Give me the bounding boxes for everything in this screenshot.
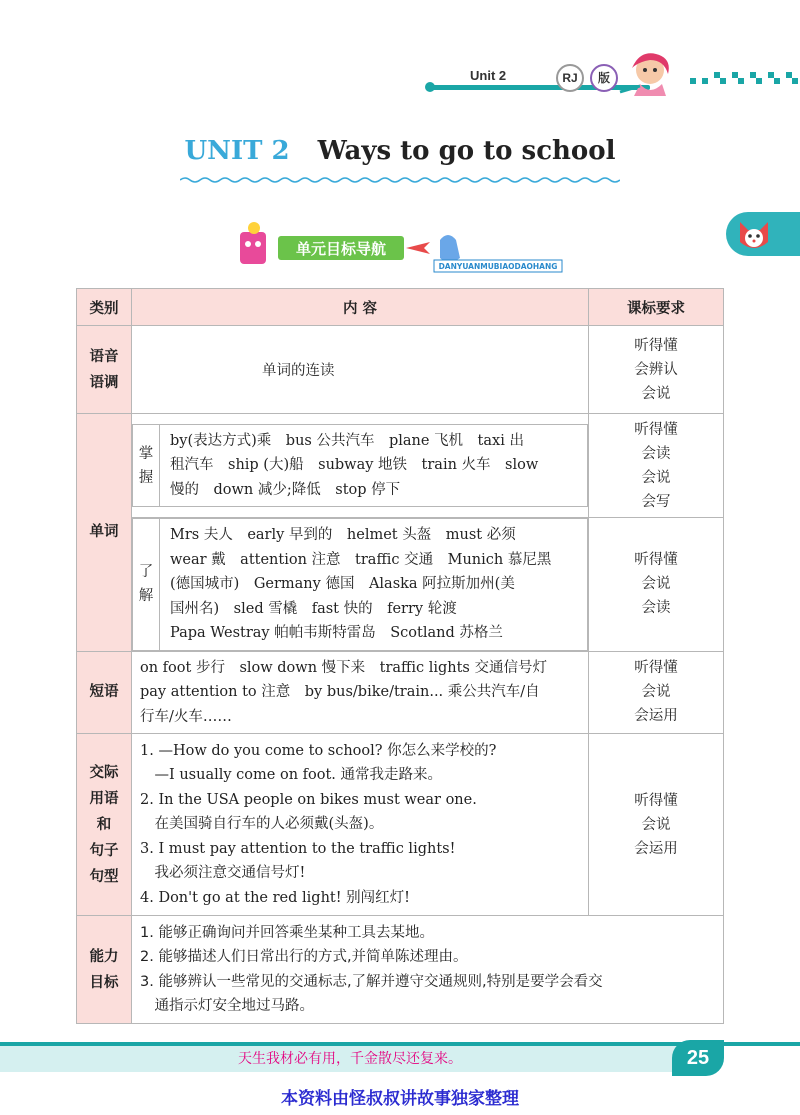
understand-requirements bbox=[589, 518, 724, 652]
girl-mascot-icon bbox=[610, 50, 690, 98]
understand-words bbox=[160, 519, 588, 651]
sentence-line: 1. —How do you come to school? 你怎么来学校的? bbox=[140, 742, 497, 759]
ability-line: 3. 能够辨认一些常见的交通标志,了解并遵守交通规则,特别是要学会看交 bbox=[140, 973, 603, 990]
sentence-line: 在美国骑自行车的人必须戴(头盔)。 bbox=[140, 816, 384, 833]
table-header-row bbox=[77, 289, 724, 326]
row-words-master bbox=[77, 414, 724, 518]
category-line: 用语 bbox=[89, 790, 119, 807]
phrases-requirements bbox=[589, 651, 724, 734]
word-line: 租汽车 ship (大)船 subway 地铁 train 火车 slow bbox=[170, 457, 539, 474]
goals-table bbox=[76, 288, 724, 1024]
requirement-item: 会写 bbox=[641, 493, 671, 510]
requirement-item: 听得懂 bbox=[634, 552, 678, 569]
header-category: 类别 bbox=[77, 289, 132, 326]
requirement-item: 会说 bbox=[641, 684, 671, 701]
fox-face-icon bbox=[736, 216, 772, 252]
ability-line: 2. 能够描述人们日常出行的方式,并简单陈述理由。 bbox=[140, 949, 468, 965]
phonetics-requirements bbox=[589, 326, 724, 414]
understand-label bbox=[133, 519, 160, 651]
words-master-cell bbox=[132, 414, 589, 518]
ability-line: 通指示灯安全地过马路。 bbox=[140, 998, 314, 1014]
category-line: 和 bbox=[96, 816, 112, 833]
category-phrases: 短语 bbox=[77, 651, 132, 734]
phrases-content bbox=[132, 651, 589, 734]
sentence-line: 2. In the USA people on bikes must wear one. bbox=[140, 791, 477, 808]
requirement-item: 会说 bbox=[641, 576, 671, 593]
page-title bbox=[0, 136, 800, 166]
side-tab bbox=[726, 212, 800, 256]
requirement-item: 会运用 bbox=[634, 840, 678, 857]
title-unit: UNIT 2 bbox=[184, 136, 290, 166]
word-line: 国州名) sled 雪橇 fast 快的 ferry 轮渡 bbox=[170, 600, 457, 617]
requirement-item: 会运用 bbox=[634, 708, 678, 725]
word-line: (德国城市) Germany 德国 Alaska 阿拉斯加州(美 bbox=[170, 576, 515, 592]
category-sentences bbox=[77, 734, 132, 916]
row-phonetics bbox=[77, 326, 724, 414]
category-line: 交际 bbox=[89, 764, 119, 781]
requirement-item: 会说 bbox=[641, 816, 671, 833]
requirement-item: 听得懂 bbox=[634, 421, 678, 438]
word-line: by(表达方式)乘 bus 公共汽车 plane 飞机 taxi 出 bbox=[170, 432, 524, 449]
sentence-line: 我必须注意交通信号灯! bbox=[140, 865, 306, 882]
words-understand-cell bbox=[132, 518, 589, 652]
words-master-table bbox=[132, 424, 588, 508]
pointing-hand-icon bbox=[440, 235, 460, 262]
requirement-item: 会读 bbox=[641, 600, 671, 617]
page-number: 25 bbox=[672, 1040, 724, 1076]
footer-motto: 天生我材必有用，千金散尽还复来。 bbox=[238, 1051, 462, 1067]
category-abilities bbox=[77, 916, 132, 1024]
cube-mascot-icon bbox=[240, 232, 266, 264]
requirement-item: 会辨认 bbox=[634, 361, 678, 378]
master-words bbox=[160, 424, 588, 507]
banner-pinyin: DANYUANMUBIAODAOHANG bbox=[438, 262, 558, 271]
requirement-item: 会说 bbox=[641, 469, 671, 486]
category-words: 单词 bbox=[77, 414, 132, 652]
category-line: 句型 bbox=[89, 868, 119, 885]
phrase-line: 行车/火车…… bbox=[140, 708, 232, 725]
requirement-item: 会说 bbox=[641, 385, 671, 402]
requirement-item: 听得懂 bbox=[634, 660, 678, 677]
row-phrases bbox=[77, 651, 724, 734]
master-requirements bbox=[589, 414, 724, 518]
abilities-content bbox=[132, 916, 724, 1024]
row-sentences bbox=[77, 734, 724, 916]
master-label bbox=[133, 424, 160, 507]
header-content: 内 容 bbox=[132, 289, 589, 326]
title-name: Ways to go to school bbox=[317, 136, 616, 166]
phonetics-content: 单词的连读 bbox=[132, 326, 589, 414]
sentence-line: 3. I must pay attention to the traffic lights! bbox=[140, 840, 456, 857]
category-line: 语调 bbox=[89, 374, 119, 391]
requirement-item: 会读 bbox=[641, 445, 671, 462]
ability-line: 1. 能够正确询问并回答乘坐某种工具去某地。 bbox=[140, 924, 434, 941]
category-line: 能力 bbox=[89, 948, 119, 965]
badge-edition: 版 bbox=[590, 64, 618, 92]
sentence-line: 4. Don't go at the red light! 别闯红灯! bbox=[140, 889, 411, 906]
header-unit-label: Unit 2 bbox=[470, 68, 507, 83]
checker-decor bbox=[690, 72, 800, 90]
badge-rj: RJ bbox=[556, 64, 584, 92]
category-line: 句子 bbox=[89, 842, 119, 859]
word-line: Papa Westray 帕帕韦斯特雷岛 Scotland 苏格兰 bbox=[170, 625, 503, 641]
words-understand-table bbox=[132, 518, 588, 651]
row-words-understand bbox=[77, 518, 724, 652]
requirement-item: 听得懂 bbox=[634, 792, 678, 809]
phrase-line: on foot 步行 slow down 慢下来 traffic lights 交通信号灯 bbox=[140, 659, 547, 676]
label-char: 掌 bbox=[138, 445, 154, 462]
label-char: 了 bbox=[138, 564, 154, 581]
word-line: 慢的 down 减少;降低 stop 停下 bbox=[170, 481, 401, 498]
banner-label: 单元目标导航 bbox=[295, 240, 387, 258]
row-abilities bbox=[77, 916, 724, 1024]
sentences-content bbox=[132, 734, 589, 916]
word-line: Mrs 夫人 early 早到的 helmet 头盔 must 必须 bbox=[170, 527, 516, 543]
sentences-requirements bbox=[589, 734, 724, 916]
goal-banner bbox=[234, 222, 564, 274]
label-char: 握 bbox=[138, 469, 154, 486]
requirement-item: 听得懂 bbox=[634, 337, 678, 354]
category-phonetics bbox=[77, 326, 132, 414]
header-requirement: 课标要求 bbox=[589, 289, 724, 326]
label-char: 解 bbox=[138, 588, 154, 605]
bottom-note: 本资料由怪叔叔讲故事独家整理 bbox=[281, 1089, 519, 1109]
sentence-line: —I usually come on foot. 通常我走路来。 bbox=[140, 767, 443, 784]
phrase-line: pay attention to 注意 by bus/bike/train... 乘公共汽车/自 bbox=[140, 684, 540, 700]
word-line: wear 戴 attention 注意 traffic 交通 Munich 慕尼黑 bbox=[170, 551, 552, 568]
category-line: 语音 bbox=[89, 348, 119, 365]
category-line: 目标 bbox=[89, 974, 119, 991]
title-wave-decor bbox=[180, 176, 620, 184]
